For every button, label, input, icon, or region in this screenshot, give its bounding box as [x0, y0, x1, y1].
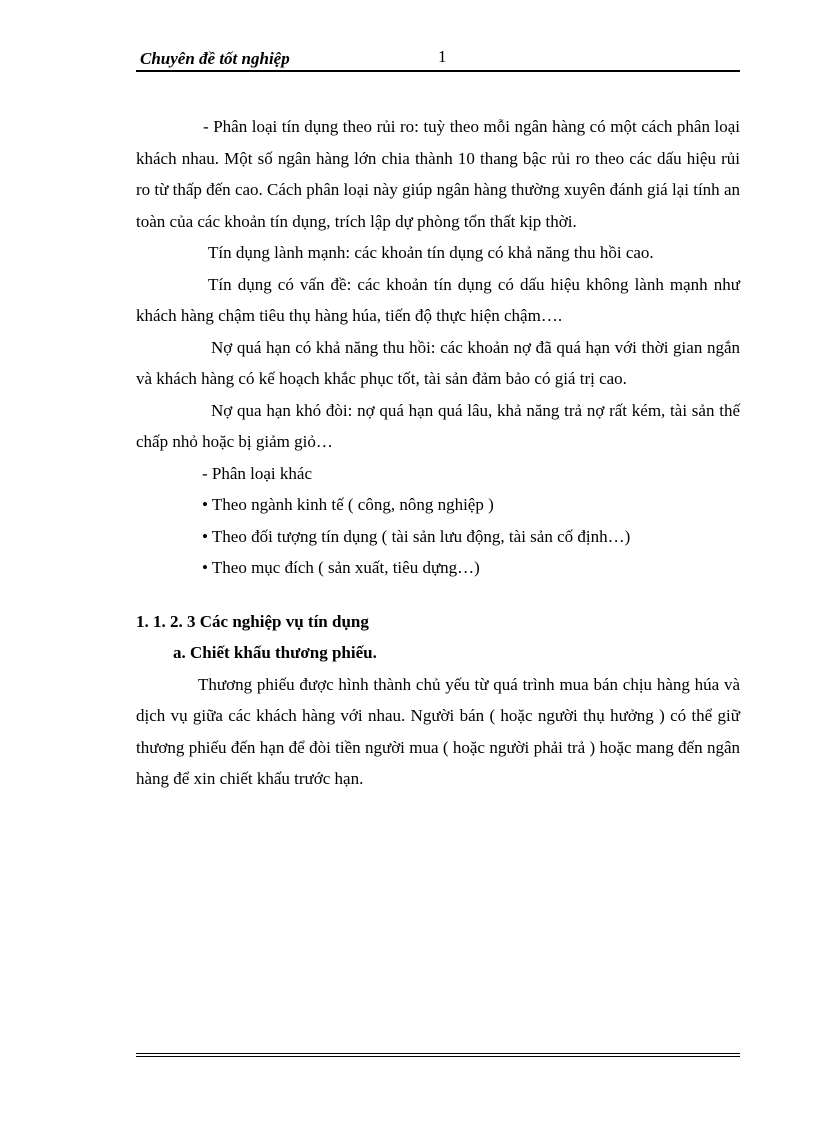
list-item: • Theo mục đích ( sản xuất, tiêu dựng…) — [202, 558, 480, 577]
page-body — [136, 111, 740, 795]
footer-divider — [136, 1053, 740, 1057]
paragraph-problem-credit: Tín dụng có vấn đề: các khoản tín dụng có dấu hiệu không lành mạnh như khách hàng chậm tiêu thụ hàng húa, tiến độ thực hiện chậm…. — [136, 274, 740, 325]
paragraph-recoverable-overdue: Nợ quá hạn có khả năng thu hồi: các khoản nợ đã quá hạn với thời gian ngắn và khách hàng có kế hoạch khắc phục tốt, tài sản đảm bảo có giá trị cao. — [136, 337, 740, 388]
other-classification-label: - Phân loại khác — [202, 463, 312, 483]
list-item: • Theo ngành kinh tế ( công, nông nghiệp ) — [202, 495, 494, 514]
paragraph-doubtful-overdue: Nợ qua hạn khó đòi: nợ quá hạn quá lâu, khả năng trả nợ rất kém, tài sản thế chấp nhỏ hoặc bị giảm giỏ… — [136, 400, 740, 451]
header-divider — [136, 70, 740, 72]
page-header — [136, 46, 740, 72]
paragraph-healthy-credit: Tín dụng lành mạnh: các khoản tín dụng có khả năng thu hồi cao. — [208, 243, 654, 262]
list-item: • Theo đối tượng tín dụng ( tài sản lưu động, tài sản cố định…) — [202, 526, 631, 546]
paragraph-risk-classification: - Phân loại tín dụng theo rủi ro: tuỳ theo mỗi ngân hàng có một cách phân loại khách nhau. Một số ngân hàng lớn chia thành 10 thang bậc rủi ro theo các dấu hiệu rủi ro từ thấp đến cao. Cách phân loại này giúp ngân hàng thường xuyên đánh giá lại tính an toàn của các khoản tín dụng, trích lập dự phòng tổn thất kịp thời. — [136, 117, 740, 231]
paragraph-commercial-paper: Thương phiếu được hình thành chủ yếu từ quá trình mua bán chịu hàng húa và dịch vụ giữa các khách hàng với nhau. Người bán ( hoặc người thụ hưởng ) có thể giữ thương phiếu đến hạn để đòi tiền người mua ( hoặc người phải trả ) hoặc mang đến ngân hàng để xin chiết khấu trước hạn. — [136, 674, 740, 788]
document-title: Chuyên đề tốt nghiệp — [140, 49, 290, 68]
section-heading: 1. 1. 2. 3 Các nghiệp vụ tín dụng — [136, 611, 369, 631]
page-number: 1 — [438, 47, 447, 66]
subsection-heading: a. Chiết khấu thương phiếu. — [173, 643, 377, 662]
